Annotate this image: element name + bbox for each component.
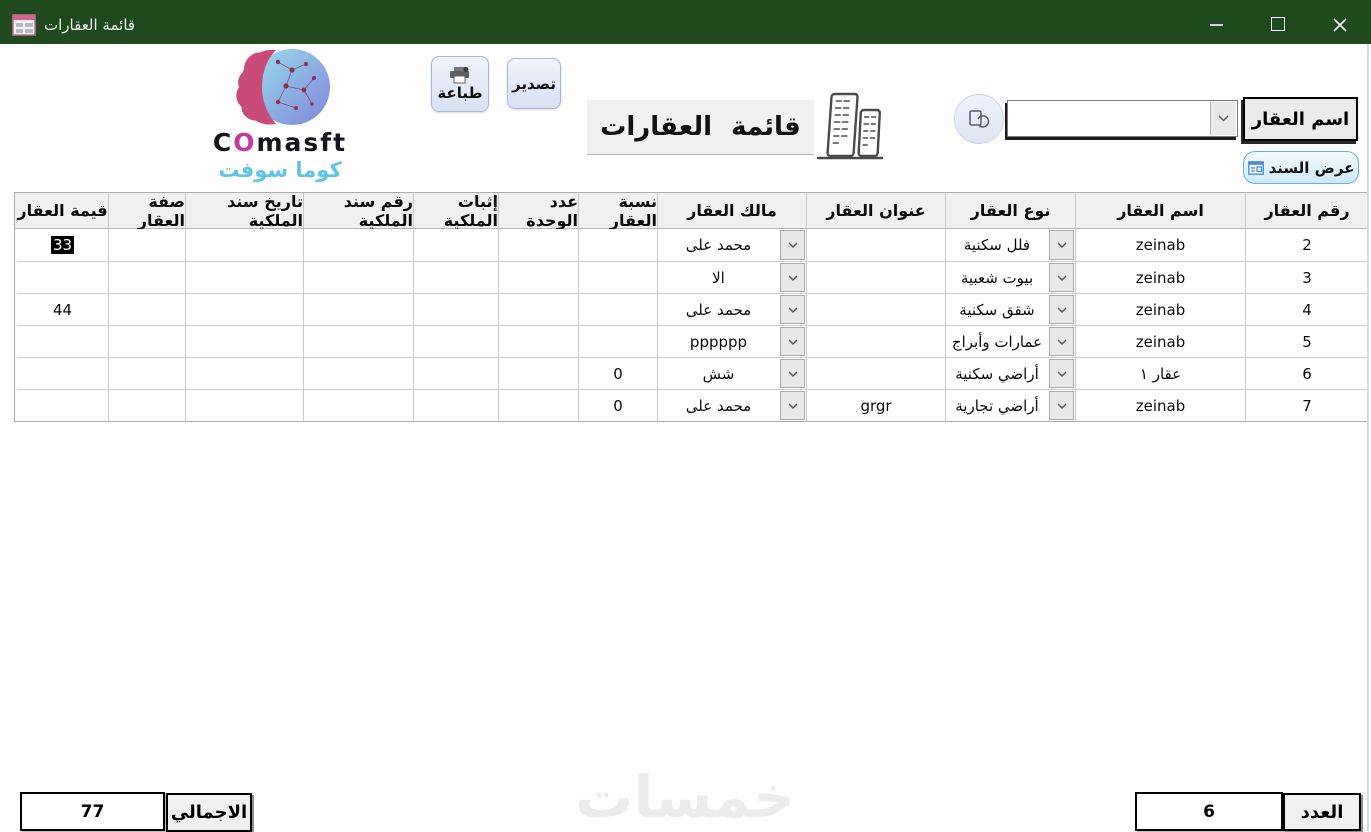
table-row <box>15 261 1368 293</box>
cell-address[interactable] <box>807 261 946 293</box>
chevron-down-icon <box>1057 242 1067 248</box>
cell-text: محمد على <box>685 396 752 415</box>
app-icon <box>12 14 36 36</box>
column-header-ratio[interactable]: نسبة العقار <box>579 193 658 228</box>
combo-dropdown-button[interactable] <box>780 230 805 260</box>
export-label: تصدير <box>511 74 557 93</box>
cell-text: فلل سكنية <box>963 236 1031 254</box>
cell-text: بيوت شعبية <box>960 268 1034 287</box>
cell-number[interactable]: 6 <box>1246 357 1368 389</box>
cell-owner[interactable] <box>658 261 807 293</box>
cell-deed_number[interactable] <box>304 293 414 325</box>
combo-dropdown-button[interactable] <box>780 359 805 388</box>
cell-owner[interactable] <box>658 229 807 261</box>
cell-owner[interactable] <box>658 357 807 389</box>
column-header-type[interactable]: نوع العقار <box>946 193 1076 228</box>
cell-value[interactable]: 44 <box>17 293 109 325</box>
cell-type[interactable] <box>946 325 1076 357</box>
cell-attribute[interactable] <box>109 389 186 421</box>
cell-text: pppppp <box>689 332 748 351</box>
cell-address[interactable] <box>807 357 946 389</box>
print-button[interactable] <box>431 56 489 112</box>
combo-dropdown-button[interactable] <box>1049 230 1074 260</box>
cell-number[interactable]: 5 <box>1246 325 1368 357</box>
cell-number[interactable]: 7 <box>1246 389 1368 421</box>
cell-address[interactable] <box>807 293 946 325</box>
cell-type[interactable] <box>946 293 1076 325</box>
column-header-name[interactable]: اسم العقار <box>1076 193 1246 228</box>
chevron-down-icon <box>1057 307 1067 313</box>
maximize-button[interactable] <box>1247 0 1309 44</box>
cell-proof[interactable] <box>414 229 499 261</box>
combo-dropdown-button[interactable] <box>1049 263 1074 292</box>
chevron-down-icon <box>788 242 798 248</box>
cell-deed_date[interactable] <box>186 389 304 421</box>
brand-o-ring: O <box>233 128 257 157</box>
cell-value[interactable] <box>17 357 109 389</box>
chevron-down-icon <box>788 403 798 409</box>
maximize-icon <box>1271 17 1285 31</box>
cell-text: أراضي تجارية <box>955 396 1039 415</box>
table-row <box>15 325 1368 357</box>
combo-dropdown-button[interactable] <box>780 327 805 356</box>
cell-ratio[interactable] <box>579 293 658 325</box>
cell-deed_number[interactable] <box>304 229 414 261</box>
cell-deed_date[interactable] <box>186 261 304 293</box>
cell-owner[interactable] <box>658 325 807 357</box>
cell-name[interactable]: zeinab <box>1076 261 1246 293</box>
column-header-deed_number[interactable]: رقم سند الملكية <box>304 193 414 228</box>
cell-deed_number[interactable] <box>304 357 414 389</box>
cell-name[interactable]: zeinab <box>1076 325 1246 357</box>
properties-table <box>14 192 1369 422</box>
cell-proof[interactable] <box>414 325 499 357</box>
cell-name[interactable]: عقار ١ <box>1076 357 1246 389</box>
chevron-down-icon <box>788 307 798 313</box>
count-label: العدد <box>1283 793 1361 831</box>
copy-refresh-icon <box>968 108 990 130</box>
cell-text: شقق سكنية <box>959 300 1035 319</box>
cell-type[interactable] <box>946 229 1076 261</box>
column-header-proof[interactable]: إثبات الملكية <box>414 193 499 228</box>
chevron-down-icon <box>1057 275 1067 281</box>
cell-ratio[interactable] <box>579 325 658 357</box>
chevron-down-icon <box>1057 371 1067 377</box>
cell-deed_date[interactable] <box>186 293 304 325</box>
selected-cell-text: 33 <box>52 236 73 254</box>
close-icon <box>1333 18 1347 32</box>
cell-text: شش <box>702 364 735 383</box>
cell-text: الا <box>712 268 725 287</box>
cell-attribute[interactable] <box>109 357 186 389</box>
cell-text: عمارات وأبراج <box>951 332 1043 351</box>
cell-proof[interactable] <box>414 357 499 389</box>
cell-deed_date[interactable] <box>186 325 304 357</box>
column-header-number[interactable]: رقم العقار <box>1264 201 1350 220</box>
chevron-down-icon <box>1057 339 1067 345</box>
cell-type[interactable] <box>946 357 1076 389</box>
cell-text: أراضي سكنية <box>955 364 1039 383</box>
total-label: الاجمالي <box>166 793 252 832</box>
cell-ratio[interactable]: 0 <box>579 357 658 389</box>
cell-address[interactable]: grgr <box>807 389 946 421</box>
logo-brain-face-icon <box>220 46 340 130</box>
cell-text: محمد على <box>685 300 752 319</box>
cell-ratio[interactable]: 0 <box>579 389 658 421</box>
view-deed-button[interactable]: عرض السند <box>1243 151 1359 184</box>
window-title: قائمة العقارات <box>44 16 136 34</box>
cell-number[interactable]: 4 <box>1246 293 1368 325</box>
cell-ratio[interactable] <box>579 261 658 293</box>
combo-dropdown-button[interactable] <box>1049 295 1074 324</box>
buildings-icon <box>812 90 886 164</box>
brand-name-en: COmasft <box>212 128 348 157</box>
close-button[interactable] <box>1309 0 1371 44</box>
table-body <box>15 229 1368 421</box>
column-header-deed_date[interactable]: تاريخ سند الملكية <box>186 193 304 228</box>
cell-address[interactable] <box>807 325 946 357</box>
cell-deed_number[interactable] <box>304 325 414 357</box>
cell-owner[interactable] <box>658 389 807 421</box>
cell-units[interactable] <box>499 261 579 293</box>
cell-units[interactable] <box>499 229 579 261</box>
cell-proof[interactable] <box>414 293 499 325</box>
cell-ratio[interactable] <box>579 229 658 261</box>
cell-attribute[interactable] <box>109 325 186 357</box>
cell-deed_date[interactable] <box>186 229 304 261</box>
minimize-icon <box>1210 24 1223 26</box>
combobox-dropdown-button[interactable] <box>1210 102 1236 135</box>
combo-dropdown-button[interactable] <box>780 263 805 292</box>
refresh-copy-button[interactable] <box>954 94 1004 144</box>
cell-proof[interactable] <box>414 389 499 421</box>
export-button[interactable] <box>507 58 561 109</box>
column-header-owner[interactable]: مالك العقار <box>658 193 807 228</box>
combo-dropdown-button[interactable] <box>1049 359 1074 388</box>
cell-address[interactable] <box>807 229 946 261</box>
cell-number[interactable]: 3 <box>1246 261 1368 293</box>
property-name-button[interactable]: اسم العقار <box>1243 97 1358 141</box>
cell-units[interactable] <box>499 389 579 421</box>
page-title: قائمة العقارات <box>587 100 814 155</box>
table-row <box>15 293 1368 325</box>
chevron-down-icon <box>788 371 798 377</box>
cell-text: محمد على <box>685 236 752 254</box>
brand-name-ar: كوما سوفت <box>218 158 342 183</box>
combo-dropdown-button[interactable] <box>1049 391 1074 420</box>
printer-icon <box>449 67 471 84</box>
company-logo <box>150 46 410 182</box>
cell-attribute[interactable] <box>109 261 186 293</box>
cell-attribute[interactable] <box>109 229 186 261</box>
cell-units[interactable] <box>499 293 579 325</box>
cell-name[interactable]: zeinab <box>1076 293 1246 325</box>
count-value-box[interactable]: 6 <box>1135 792 1283 831</box>
cell-units[interactable] <box>499 325 579 357</box>
window-controls <box>1185 0 1371 44</box>
table-row <box>15 229 1368 261</box>
column-header-value[interactable]: قيمة العقار <box>17 193 109 228</box>
table-row <box>15 357 1368 389</box>
titlebar <box>0 0 1371 44</box>
chevron-down-icon <box>1057 403 1067 409</box>
cell-value[interactable] <box>17 389 109 421</box>
cell-value[interactable] <box>17 229 109 261</box>
cell-type[interactable] <box>946 389 1076 421</box>
cell-attribute[interactable] <box>109 293 186 325</box>
combo-dropdown-button[interactable] <box>780 391 805 420</box>
column-header-units[interactable]: عدد الوحدة <box>499 193 579 228</box>
total-value-box[interactable]: 77 <box>20 792 165 831</box>
cell-deed_number[interactable] <box>304 389 414 421</box>
column-header-attribute[interactable]: صفة العقار <box>109 193 186 228</box>
cell-deed_date[interactable] <box>186 357 304 389</box>
cell-name[interactable]: zeinab <box>1076 229 1246 261</box>
property-name-combobox[interactable] <box>1007 100 1238 137</box>
window-right-border <box>1367 44 1369 831</box>
cell-units[interactable] <box>499 357 579 389</box>
cell-value[interactable] <box>17 261 109 293</box>
cell-type[interactable] <box>946 261 1076 293</box>
chevron-down-icon <box>788 275 798 281</box>
cell-deed_number[interactable] <box>304 261 414 293</box>
chevron-down-icon <box>788 339 798 345</box>
table-header-row <box>15 193 1368 229</box>
combo-dropdown-button[interactable] <box>780 295 805 324</box>
watermark-text: خمسات <box>575 763 795 831</box>
cell-owner[interactable] <box>658 293 807 325</box>
table-row <box>15 389 1368 421</box>
cell-value[interactable] <box>17 325 109 357</box>
form-icon <box>1248 161 1264 175</box>
cell-proof[interactable] <box>414 261 499 293</box>
minimize-button[interactable] <box>1185 0 1247 44</box>
cell-name[interactable]: zeinab <box>1076 389 1246 421</box>
column-header-address[interactable]: عنوان العقار <box>807 193 946 228</box>
print-label: طباعة <box>437 83 483 102</box>
combo-dropdown-button[interactable] <box>1049 327 1074 356</box>
chevron-down-icon <box>1218 115 1229 122</box>
cell-number[interactable]: 2 <box>1246 229 1368 261</box>
